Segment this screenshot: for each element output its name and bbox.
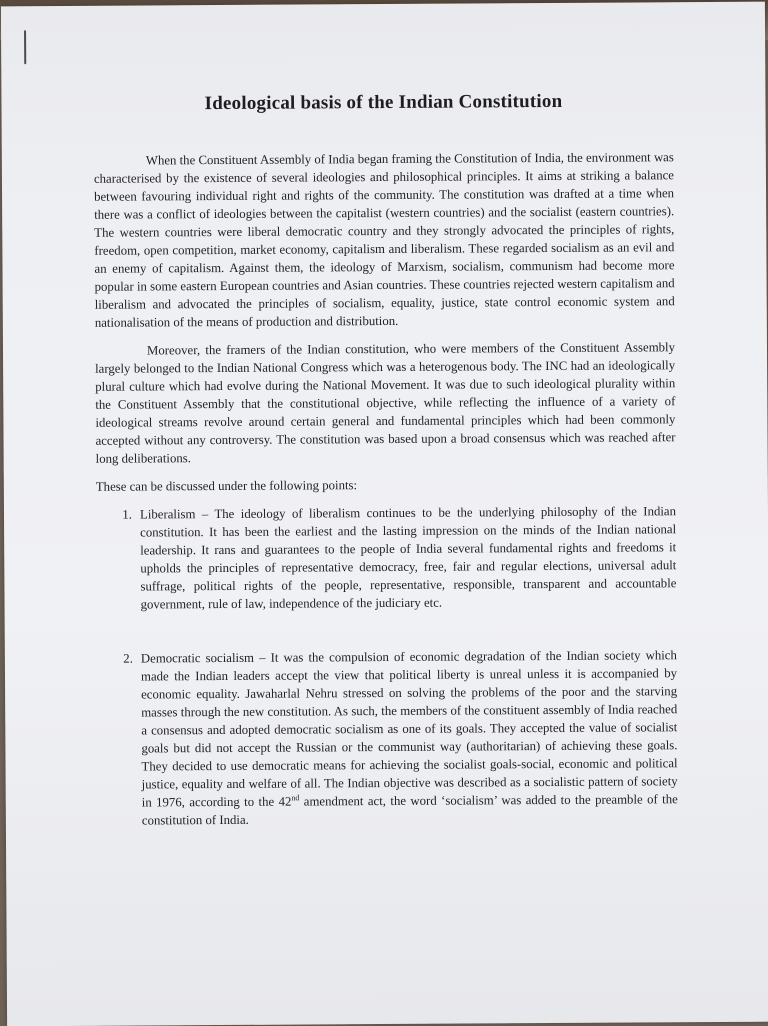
list-item-text (141, 646, 678, 829)
pen-mark (24, 30, 26, 64)
points-intro: These can be discussed under the following points: (95, 478, 358, 494)
list-item-democratic-socialism (97, 646, 678, 830)
list-item-liberalism (96, 502, 677, 614)
ordinal-suffix: nd (291, 793, 300, 803)
text-part: Democratic socialism – It was the compulsion of economic degradation of the Indian society which made the Indian leaders accept the view that political liberty is unreal unless it is accompanied by economic equality. Jawaharlal Nehru stressed on solving the problems of the poor and the starving masses through the new constitution. As such, the members of the constituent assembly of India reached a consensus and adopted democratic socialism as one of its goals. They accepted the value of socialist goals but did not accept the Russian or the communist way (authoritarian) of achieving these goals. They decided to use democratic means for achieving the socialist goals-social, economic and political justice, equality and welfare of all. The Indian objective was described as a socialistic pattern of society in 1976, according to the 42 (140, 648, 678, 810)
list-item-text: Liberalism – The ideology of liberalism continues to be the underlying philosophy of the Indian constitution. It has been the earliest and the lasting impression on the minds of the Indian national leadership. It rans and guarantees to the people of India several fundamental rights and freedoms it upholds the principles of representative democracy, free, fair and regular elections, universal adult suffrage, political rights of the people, representative, responsible, transparent and accountable government, rule of law, independence of the judiciary etc. (139, 504, 677, 612)
text-part: amendment act, the word ‘socialism’ was added to the preamble of the constitution of India. (141, 792, 678, 828)
paragraph-context: When the Constituent Assembly of India began framing the Constitution of India, the environment was characterised by the existence of several ideologies and philosophical principles. It aims at striking a balance between favouring individual right and rights of the community. The constitution was drafted at a time when there was a conflict of ideologies between the capitalist (western countries) and the socialist (eastern countries). The western countries were liberal democratic country and they strongly advocated the principles of rights, freedom, open competition, market economy, capitalism and liberalism. These regarded socialism as an evil and an enemy of capitalism. Against them, the ideology of Marxism, socialism, communism had become more popular in some eastern European countries and Asian countries. These countries rejected western capitalism and liberalism and advocated the principles of socialism, equality, justice, state control economic system and nationalisation of the means of production and distribution. (93, 150, 675, 330)
paragraph-framers: Moreover, the framers of the Indian constitution, who were members of the Constituent Assembly largely belonged to the Indian National Congress which was a heterogenous body. The INC had an ideologically plural culture which had evolve during the National Movement. It was due to such ideological plurality within the Constituent Assembly that the constitutional objective, while reflecting the influence of a variety of ideological streams revolve around certain general and fundamental principles which had been commonly accepted without any controversy. The constitution was based upon a broad consensus which was reached after long deliberations. (95, 340, 676, 466)
points-list (96, 502, 678, 830)
list-number: 1. (122, 507, 133, 522)
paper-sheet (1, 2, 768, 1026)
document-body (94, 148, 678, 840)
document-title: Ideological basis of the Indian Constitution (204, 90, 563, 115)
list-number: 2. (123, 651, 133, 666)
